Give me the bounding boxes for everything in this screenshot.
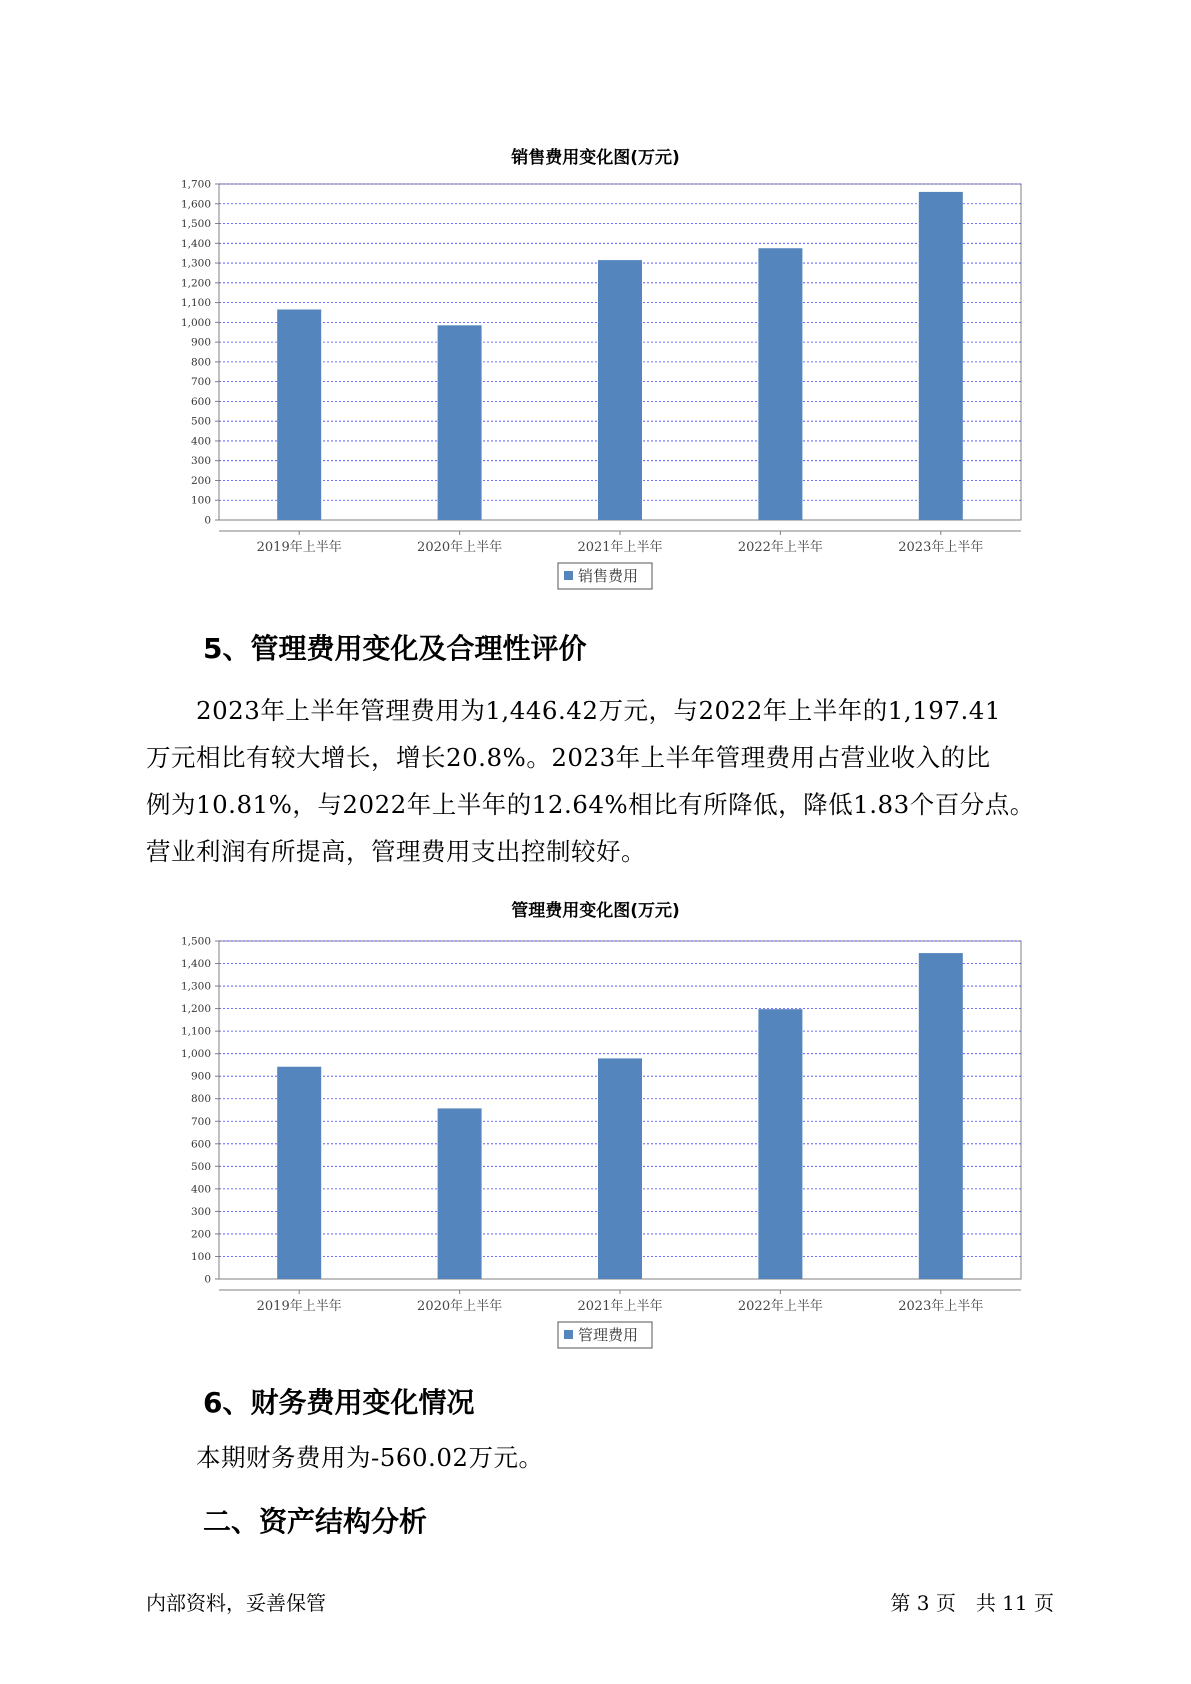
chart1-title: 销售费用变化图(万元) <box>511 148 680 168</box>
y-tick-label: 1,000 <box>180 1048 211 1061</box>
bar <box>919 953 963 1279</box>
y-tick-label: 600 <box>190 395 211 408</box>
y-tick-label: 1,500 <box>180 935 211 948</box>
y-tick-label: 1,100 <box>180 1025 211 1038</box>
y-tick-label: 1,300 <box>180 257 211 270</box>
section-asset-heading: 二、资产结构分析 <box>203 1505 428 1538</box>
para-line: 万元相比有较大增长，增长20.8%。2023年上半年管理费用占营业收入的比 <box>146 743 991 772</box>
y-tick-label: 1,500 <box>180 218 211 231</box>
y-tick-label: 1,100 <box>180 297 211 310</box>
bar <box>758 1009 802 1279</box>
y-tick-label: 1,000 <box>180 316 211 329</box>
section6-heading: 6、财务费用变化情况 <box>203 1386 475 1419</box>
legend-label: 管理费用 <box>578 1326 639 1344</box>
y-tick-label: 800 <box>190 1093 211 1106</box>
x-tick-label: 2022年上半年 <box>737 1299 823 1314</box>
para-line: 营业利润有所提高，管理费用支出控制较好。 <box>146 837 646 866</box>
footer-left: 内部资料，妥善保管 <box>146 1591 326 1615</box>
y-tick-label: 0 <box>204 1273 211 1286</box>
y-tick-label: 1,400 <box>180 958 211 971</box>
x-tick-label: 2019年上半年 <box>256 1299 342 1314</box>
x-tick-label: 2021年上半年 <box>577 1299 663 1314</box>
y-tick-label: 700 <box>190 376 211 389</box>
y-tick-label: 1,400 <box>180 237 211 250</box>
x-tick-label: 2022年上半年 <box>737 540 823 555</box>
y-tick-label: 600 <box>190 1138 211 1151</box>
section5-heading: 5、管理费用变化及合理性评价 <box>203 632 587 665</box>
y-tick-label: 1,200 <box>180 1003 211 1016</box>
y-tick-label: 400 <box>190 435 211 448</box>
y-tick-label: 1,700 <box>180 178 211 191</box>
bar <box>598 1058 642 1279</box>
y-tick-label: 700 <box>190 1115 211 1128</box>
y-tick-label: 400 <box>190 1183 211 1196</box>
y-tick-label: 300 <box>190 455 211 468</box>
bar <box>277 1067 321 1279</box>
y-tick-label: 300 <box>190 1205 211 1218</box>
legend-label: 销售费用 <box>578 567 639 585</box>
y-tick-label: 200 <box>190 474 211 487</box>
y-tick-label: 900 <box>190 336 211 349</box>
para-line: 例为10.81%，与2022年上半年的12.64%相比有所降低，降低1.83个百分点。 <box>146 790 1035 819</box>
section6-paragraph: 本期财务费用为-560.02万元。 <box>146 1443 544 1472</box>
para-line: 2023年上半年管理费用为1,446.42万元，与2022年上半年的1,197.41 <box>146 696 1001 725</box>
x-tick-label: 2023年上半年 <box>898 1299 984 1314</box>
legend-swatch <box>564 1330 573 1339</box>
bar <box>438 1108 482 1279</box>
y-tick-label: 500 <box>190 415 211 428</box>
footer-page-number: 第 3 页 共 11 页 <box>890 1591 1054 1615</box>
y-tick-label: 100 <box>190 494 211 507</box>
x-tick-label: 2019年上半年 <box>256 540 342 555</box>
y-tick-label: 200 <box>190 1228 211 1241</box>
y-tick-label: 500 <box>190 1160 211 1173</box>
y-tick-label: 1,300 <box>180 980 211 993</box>
chart2-title: 管理费用变化图(万元) <box>511 901 680 921</box>
y-tick-label: 1,600 <box>180 198 211 211</box>
y-tick-label: 100 <box>190 1250 211 1263</box>
x-tick-label: 2020年上半年 <box>417 1299 503 1314</box>
x-tick-label: 2023年上半年 <box>898 540 984 555</box>
y-tick-label: 0 <box>204 514 211 527</box>
x-tick-label: 2021年上半年 <box>577 540 663 555</box>
y-tick-label: 1,200 <box>180 277 211 290</box>
y-tick-label: 900 <box>190 1070 211 1083</box>
x-tick-label: 2020年上半年 <box>417 540 503 555</box>
y-tick-label: 800 <box>190 356 211 369</box>
